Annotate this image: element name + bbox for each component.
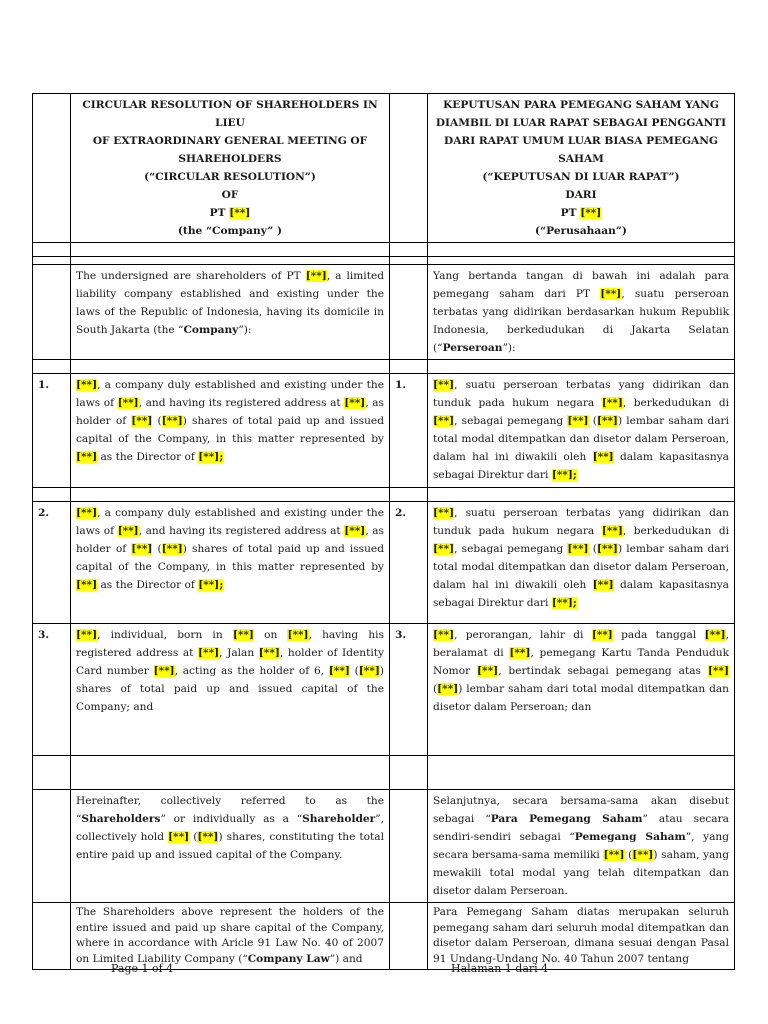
hereinafter-english: Hereinafter, collectively referred to as the “Shareholders” or individually as a “Shareholder”, collectively hold [**] ([**]) shares, constituting the total entire paid up and issued capital of the Company.	[71, 790, 390, 903]
item-number: 1.	[33, 374, 71, 488]
hereinafter-indonesian: Selanjutnya, secara bersama-sama akan disebut sebagai “Para Pemegang Saham” atau secara sendiri-sendiri sebagai “Pemegang Saham”, yang secara bersama-sama memiliki [**] ([**]) saham, yang mewakili total modal yang telah ditempatkan dan disetor dalam Perseroan.	[428, 790, 735, 903]
item-number: 1.	[390, 374, 428, 488]
item1-english: [**], a company duly established and existing under the laws of [**], and having its registered address at [**], as holder of [**] ([**]) shares of total paid up and issued capital of the Company, in this matter represented by [**] as the Director of [**];	[71, 374, 390, 488]
item-number: 3.	[390, 624, 428, 756]
placeholder: [**]	[229, 207, 251, 219]
item3-english: [**], individual, born in [**] on [**], having his registered address at [**], Jalan [**], holder of Identity Card number [**], acting as the holder of 6, [**] ([**]) shares of total paid up and issued capital of the Company; and	[71, 624, 390, 756]
represent-english: The Shareholders above represent the holders of the entire issued and paid up share capital of the Company, where in accordance with Aricle 91 Law No. 40 of 2007 on Limited Liability Company (“Company Law”) and	[71, 903, 390, 970]
item2-english: [**], a company duly established and existing under the laws of [**], and having its registered address at [**], as holder of [**] ([**]) shares of total paid up and issued capital of the Company, in this matter represented by [**] as the Director of [**];	[71, 502, 390, 624]
english-title: CIRCULAR RESOLUTION OF SHAREHOLDERS IN LIEU OF EXTRAORDINARY GENERAL MEETING OF SHAREHOLDERS (“CIRCULAR RESOLUTION”) OF PT [**] (the “Company” )	[71, 94, 390, 243]
indonesian-title: KEPUTUSAN PARA PEMEGANG SAHAM YANG DIAMBIL DI LUAR RAPAT SEBAGAI PENGGANTI DARI RAPAT UMUM LUAR BIASA PEMEGANG SAHAM (“KEPUTUSAN DI LUAR RAPAT”) DARI PT [**] (“Perusahaan”)	[428, 94, 735, 243]
intro-indonesian: Yang bertanda tangan di bawah ini adalah para pemegang saham dari PT [**], suatu perseroan terbatas yang didirikan berdasarkan hukum Republik Indonesia, berkedudukan di Jakarta Selatan (“Perseroan”):	[428, 265, 735, 360]
intro-english: The undersigned are shareholders of PT [**], a limited liability company established and existing under the laws of the Republic of Indonesia, having its domicile in South Jakarta (the “Company”):	[71, 265, 390, 360]
item-number: 3.	[33, 624, 71, 756]
represent-indonesian: Para Pemegang Saham diatas merupakan seluruh pemegang saham dari seluruh modal ditempatkan dan disetor dalam Perseroan, dimana sesuai dengan Pasal 91 Undang-Undang No. 40 Tahun 2007 tentang	[428, 903, 735, 970]
item-number: 2.	[33, 502, 71, 624]
bilingual-resolution-table	[32, 93, 735, 970]
item-number: 2.	[390, 502, 428, 624]
item1-indonesian: [**], suatu perseroan terbatas yang didirikan dan tunduk pada hukum negara [**], berkedudukan di [**], sebagai pemegang [**] ([**]) lembar saham dari total modal ditempatkan dan disetor dalam Perseroan, dalam hal ini diwakili oleh [**] dalam kapasitasnya sebagai Direktur dari [**];	[428, 374, 735, 488]
page-number-english: Page 1 of 4	[111, 962, 174, 975]
item3-indonesian: [**], perorangan, lahir di [**] pada tanggal [**], beralamat di [**], pemegang Kartu Tanda Penduduk Nomor [**], bertindak sebagai pemegang atas [**] ([**]) lembar saham dari total modal ditempatkan dan disetor dalam Perseroan; dan	[428, 624, 735, 756]
page-number-indonesian: Halaman 1 dari 4	[451, 962, 549, 975]
placeholder: [**]	[580, 207, 602, 219]
item2-indonesian: [**], suatu perseroan terbatas yang didirikan dan tunduk pada hukum negara [**], berkedudukan di [**], sebagai pemegang [**] ([**]) lembar saham dari total modal ditempatkan dan disetor dalam Perseroan, dalam hal ini diwakili oleh [**] dalam kapasitasnya sebagai Direktur dari [**];	[428, 502, 735, 624]
